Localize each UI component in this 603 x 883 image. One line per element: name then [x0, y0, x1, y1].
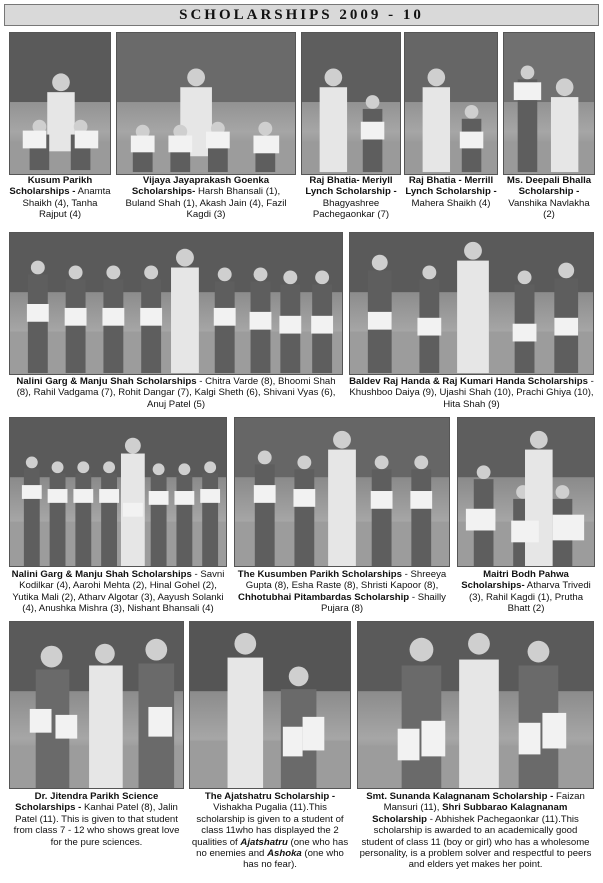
recipients: - Savni Kodilkar (4), Aarohi Mehta (2), Hinal Gohel (2), Yutika Mali (2), Atharv Algotar (3), Aayush Solanki (4), Anushka Mishra (3), Nishant Bhansali (4)	[12, 569, 225, 615]
scholarship-card	[404, 32, 498, 227]
scholarship-caption	[349, 376, 594, 410]
group-photo	[503, 32, 595, 175]
scholarship-name: Nalini Garg & Manju Shah Scholarships	[16, 376, 197, 387]
recipients: Vishakha Pugalia (11).This scholarship is given to a student of class 11who has displayed the 2 qualities of	[191, 802, 344, 848]
group-photo	[9, 417, 227, 567]
recipients: - Khushboo Daiya (9), Ujashi Shah (10), Prachi Ghiya (10), Hita Shah (9)	[349, 376, 594, 410]
scholarship-card	[116, 32, 296, 232]
scholarship-caption	[404, 175, 498, 227]
scholarship-name: Nalini Garg & Manju Shah Scholarships	[11, 569, 192, 580]
recipients: - Chitra Varde (8), Bhoomi Shah (8), Rahil Vadgama (7), Rohit Dangar (7), Kalgi Sheth (6), Shivani Vyas (6), Anuj Patel (5)	[16, 376, 336, 410]
scholarship-caption	[357, 791, 594, 873]
scholarship-name: The Kusumben Parikh Scholarships	[237, 569, 402, 580]
group-photo	[116, 32, 296, 175]
recipients: Atharva Trivedi (3), Rahil Kagdi (1), Prutha Bhatt (2)	[468, 580, 591, 615]
page-title: SCHOLARSHIPS 2009 - 10	[179, 6, 424, 23]
recipients: Vanshika Navlakha (2)	[508, 197, 590, 221]
scholarship-caption	[457, 569, 595, 615]
recipients: Kanhai Patel (8), Jalin Patel (11). This is given to that student from class 7 - 12 who shows great love for the pure sciences.	[13, 802, 180, 848]
scholarship-name: Baldev Raj Handa & Raj Kumari Handa Scholarships	[349, 376, 588, 387]
scholarship-caption	[9, 376, 343, 410]
scholarship-caption	[9, 175, 111, 221]
scholarship-caption	[503, 175, 595, 227]
scholarship-name: Raj Bhatia - Merrill Lynch Scholarship -	[405, 175, 497, 198]
recipients: Faizan Mansuri (11),	[383, 791, 585, 814]
recipients: Anamta Shaikh (4), Tanha Rajput (4)	[22, 186, 111, 221]
recipients: Bhagyashree Pachegaonkar (7)	[312, 197, 390, 221]
scholarship-name: Chhotubhai Pitambardas Scholarship	[238, 591, 410, 603]
group-photo	[9, 32, 111, 175]
scholarship-name: Ms. Deepali Bhalla Scholarship -	[506, 175, 592, 198]
group-photo	[234, 417, 450, 567]
quality-term: Ajatshatru	[240, 836, 288, 848]
scholarship-name: Smt. Sunanda Kalagnanam Scholarship -	[366, 791, 554, 802]
scholarship-card	[9, 232, 343, 410]
scholarship-caption	[116, 175, 296, 232]
scholarship-card	[301, 32, 401, 230]
scholarship-caption	[234, 569, 450, 615]
scholarship-card	[234, 417, 450, 615]
scholarship-card	[9, 417, 227, 615]
scholarship-caption	[9, 569, 227, 615]
group-photo	[357, 621, 594, 789]
quality-term: Ashoka	[267, 848, 302, 860]
scholarship-card	[349, 232, 594, 410]
group-photo	[301, 32, 401, 175]
group-photo	[9, 621, 184, 789]
recipients: (one who has no enemies and	[196, 836, 349, 860]
scholarship-card	[457, 417, 595, 615]
scholarship-card	[189, 621, 351, 879]
scholarship-card	[9, 32, 111, 221]
scholarship-name: Maitri Bodh Pahwa Scholarships-	[461, 569, 569, 592]
scholarship-name: Vijaya Jayaprakash Goenka Scholarships-	[131, 175, 270, 198]
scholarship-card	[9, 621, 184, 857]
recipients: - Shailly Pujara (8)	[320, 591, 446, 615]
group-photo	[349, 232, 594, 375]
scholarship-name: The Ajatshatru Scholarship -	[204, 791, 336, 802]
scholarship-name: Kusum Parikh Scholarships -	[9, 175, 93, 198]
recipients: Mahera Shaikh (4)	[411, 197, 491, 209]
scholarship-caption	[189, 791, 351, 879]
group-photo	[404, 32, 498, 175]
group-photo	[9, 232, 343, 375]
scholarship-caption	[9, 791, 184, 857]
scholarship-name: Raj Bhatia- Meriyll Lynch Scholarship -	[305, 175, 397, 198]
recipients: Harsh Bhansali (1), Buland Shah (1), Akash Jain (4), Fazil Kagdi (3)	[125, 186, 287, 221]
recipients: (one who has no fear).	[243, 848, 344, 871]
scholarship-caption	[301, 175, 401, 230]
recipients: - Abhishek Pachegaonkar (11).This scholarship is awarded to an academically good student of class 11 (boy or girl) who has a wholesome personality, is a problem solver and respectful to peers and elders yet makes her point.	[359, 813, 592, 871]
scholarship-card	[357, 621, 594, 873]
group-photo	[189, 621, 351, 789]
scholarship-name: Shri Subbarao Kalagnanam Scholarship	[372, 802, 568, 825]
group-photo	[457, 417, 595, 567]
scholarship-name: Dr. Jitendra Parikh Science Scholarships -	[15, 791, 159, 814]
scholarship-card	[503, 32, 595, 227]
page-header	[4, 4, 599, 26]
recipients: - Shreeya Gupta (8), Esha Raste (8), Shristi Kapoor (8),	[245, 569, 447, 592]
